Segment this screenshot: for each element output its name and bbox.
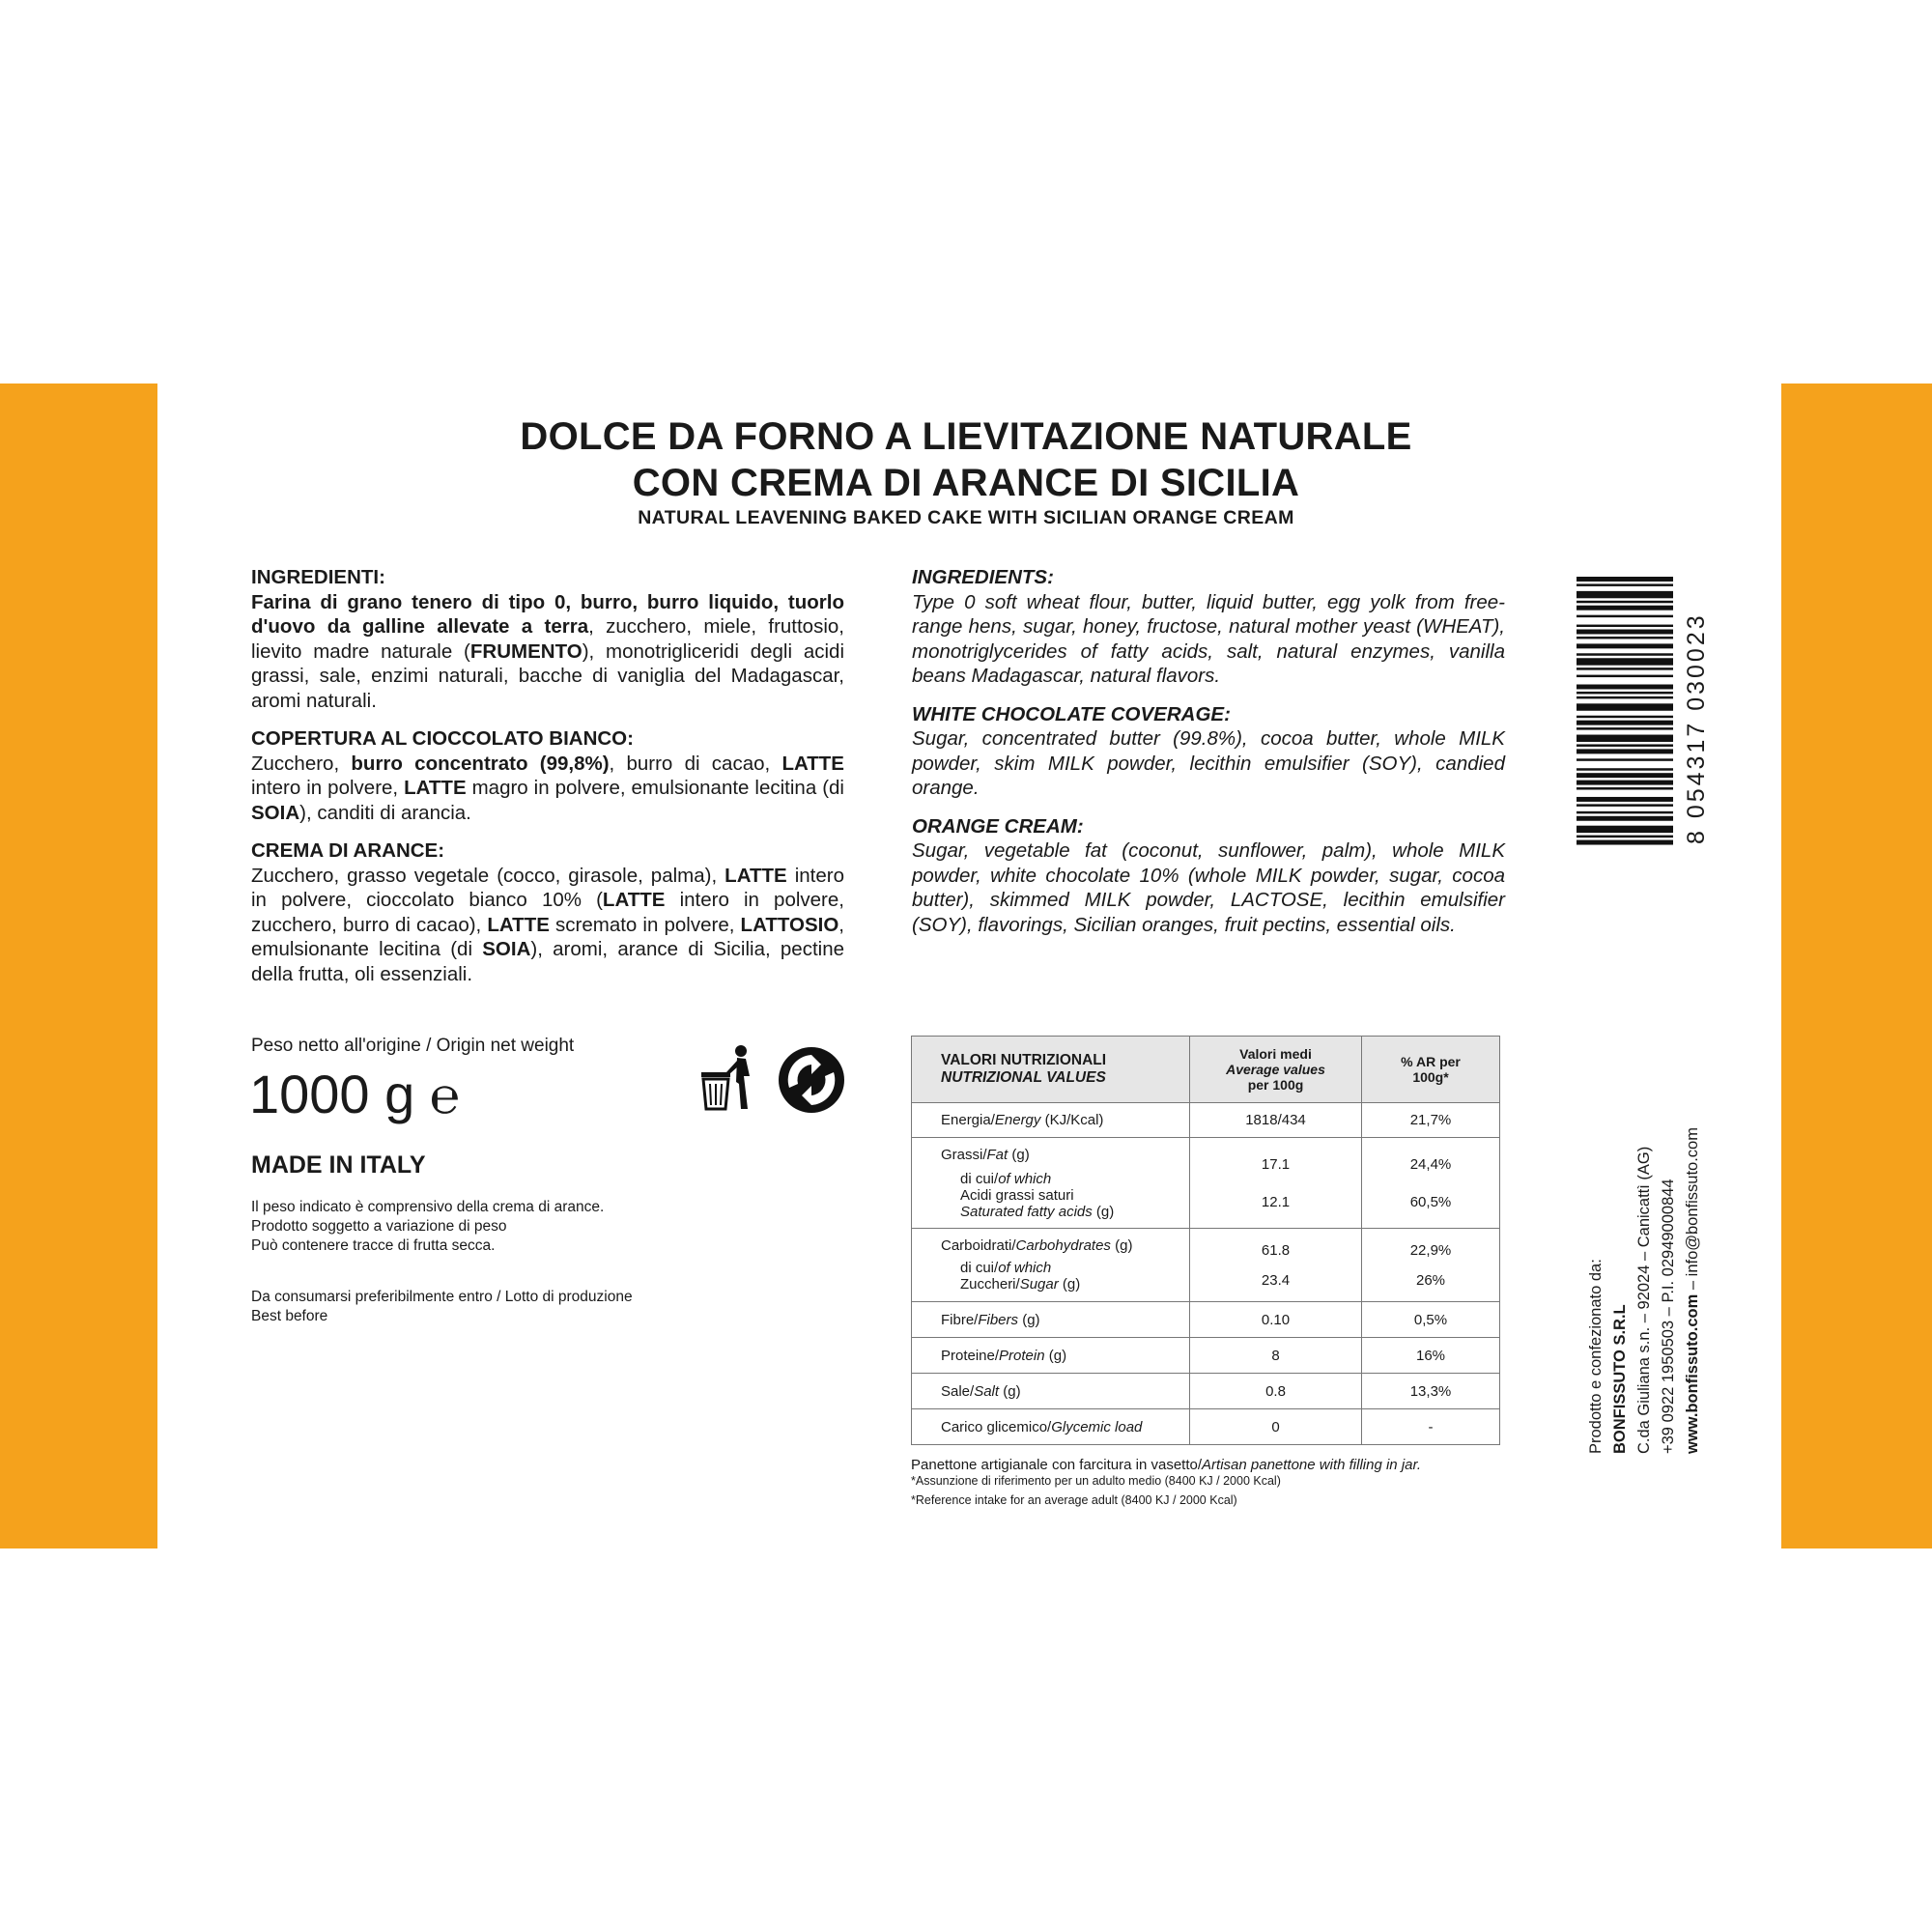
cream-en-title: ORANGE CREAM: — [912, 814, 1084, 838]
left-orange-band — [0, 384, 157, 1548]
nutrition-row-protein: Proteine/Protein (g) 8 16% — [912, 1338, 1500, 1374]
right-orange-band — [1781, 384, 1932, 1548]
ingredients-en-text: Type 0 soft wheat flour, butter, liquid butter, egg yolk from free-range hens, sugar, honey, fructose, natural mother yeast (WHEAT), monotriglycerides of fatty acids, salt, natural enzymes, vanilla beans Madagascar, natural flavors. — [912, 590, 1505, 687]
barcode-bar — [1577, 658, 1673, 665]
barcode-bar — [1577, 668, 1673, 669]
barcode-bar — [1577, 787, 1673, 789]
ingredients-it-title: INGREDIENTI: — [251, 566, 385, 588]
barcode-bar — [1577, 583, 1673, 585]
barcode-bar — [1577, 768, 1673, 770]
estimated-sign: ℮ — [429, 1068, 461, 1124]
nutrition-header-label: VALORI NUTRIZIONALI NUTRIZIONAL VALUES — [912, 1037, 1190, 1103]
barcode-bar — [1577, 637, 1673, 639]
nutrition-header-values: Valori medi Average values per 100g — [1190, 1037, 1362, 1103]
ingredients-en-title: INGREDIENTS: — [912, 566, 1054, 588]
barcode-bar — [1577, 758, 1673, 760]
producer-name: BONFISSUTO S.R.L — [1611, 1304, 1629, 1454]
net-weight — [249, 1063, 460, 1125]
producer-web: www.bonfissuto.com – info@bonfissuto.com — [1684, 1127, 1701, 1454]
ingredients-en — [912, 565, 1505, 937]
producer-line-1: Prodotto e confezionato da: — [1587, 1259, 1605, 1454]
trash-bin-icon — [697, 1043, 753, 1111]
barcode-number: 8 054317 030023 — [1683, 612, 1710, 844]
coverage-en-text: Sugar, concentrated butter (99.8%), cocoa butter, whole MILK powder, skim MILK powder, lecithin emulsifier (SOY), candied orange. — [912, 727, 1505, 799]
barcode-bar — [1577, 716, 1673, 718]
barcode-bar — [1577, 811, 1673, 813]
producer-info — [1584, 1127, 1705, 1454]
ingredients-it-text: Farina di grano tenero di tipo 0, burro, burro liquido, tuorlo d'uovo da galline allevate a terra, zucchero, miele, fruttosio, lievito madre naturale (FRUMENTO), monotrigliceridi degli acidi grassi, sale, enzimi naturali, bacche di vaniglia del Madagascar, aromi naturali. — [251, 590, 844, 712]
nutrition-header-row — [912, 1037, 1500, 1103]
barcode-bar — [1577, 840, 1673, 845]
barcode-bar — [1577, 836, 1673, 838]
nutrition-header-ar: % AR per 100g* — [1362, 1037, 1500, 1103]
nutrition-row-glycemic: Carico glicemico/Glycemic load 0 - — [912, 1409, 1500, 1445]
nutrition-row-salt: Sale/Salt (g) 0.8 13,3% — [912, 1374, 1500, 1409]
title-line-1: DOLCE DA FORNO A LIEVITAZIONE NATURALE — [520, 415, 1412, 458]
barcode-bar — [1577, 816, 1673, 821]
footnote-ar-en: *Reference intake for an average adult (8400 KJ / 2000 Kcal) — [911, 1493, 1237, 1507]
barcode-bar — [1577, 675, 1673, 677]
barcode-bar — [1577, 735, 1673, 742]
footnote-ar-it: *Assunzione di riferimento per un adulto medio (8400 KJ / 2000 Kcal) — [911, 1474, 1281, 1488]
made-in-italy: MADE IN ITALY — [251, 1151, 426, 1179]
barcode-bar — [1577, 601, 1673, 603]
barcode-bar — [1577, 703, 1673, 710]
barcode-bar — [1577, 749, 1673, 753]
coverage-it-text: Zucchero, burro concentrato (99,8%), burro di cacao, LATTE intero in polvere, LATTE magro in polvere, emulsionante lecitina (di SOIA), canditi di arancia. — [251, 752, 844, 824]
barcode-bar — [1577, 630, 1673, 635]
barcode-bar — [1577, 577, 1673, 582]
barcode-bar — [1577, 826, 1673, 833]
barcode-bar — [1577, 727, 1673, 729]
net-weight-label: Peso netto all'origine / Origin net weight — [251, 1036, 575, 1056]
barcode-bar — [1577, 692, 1673, 694]
barcode-bar — [1577, 773, 1673, 778]
barcode-bar — [1577, 625, 1673, 627]
barcode-bar — [1577, 781, 1673, 785]
best-before-line-2: Best before — [251, 1308, 328, 1324]
best-before — [251, 1288, 633, 1326]
barcode-bar — [1577, 643, 1673, 648]
cream-it-text: Zucchero, grasso vegetale (cocco, girasole, palma), LATTE intero in polvere, cioccolato bianco 10% (LATTE intero in polvere, zucchero, burro di cacao), LATTE scremato in polvere, LATTOSIO, emulsionante lecitina (di SOIA), aromi, arance di Sicilia, pectine della frutta, oli essenziali. — [251, 864, 845, 985]
nutrition-row-carbs: Carboidrati/Carbohydrates (g) di cui/of which Zuccheri/Sugar (g) 61.8 23.4 22,9% 26% — [912, 1229, 1500, 1302]
footnote-jar: Panettone artigianale con farcitura in vasetto/Artisan panettone with filling in jar. — [911, 1457, 1422, 1473]
barcode-bar — [1577, 685, 1673, 690]
nutrition-footnotes — [911, 1457, 1421, 1509]
nutrition-table — [911, 1036, 1500, 1445]
producer-phone: +39 0922 1950503 – P.I. 02949000844 — [1660, 1179, 1677, 1454]
barcode-bar — [1577, 721, 1673, 725]
barcode-bar — [1577, 653, 1673, 655]
title-line-2: CON CREMA DI ARANCE DI SICILIA — [632, 462, 1300, 504]
coverage-it-title: COPERTURA AL CIOCCOLATO BIANCO: — [251, 727, 634, 750]
note-line: Prodotto soggetto a variazione di peso — [251, 1218, 507, 1235]
note-line: Può contenere tracce di frutta secca. — [251, 1237, 496, 1254]
barcode-bar — [1577, 606, 1673, 611]
best-before-line-1: Da consumarsi preferibilmente entro / Lotto di produzione — [251, 1289, 633, 1305]
cream-it-title: CREMA DI ARANCE: — [251, 839, 445, 862]
nutrition-row-energy: Energia/Energy (KJ/Kcal) 1818/434 21,7% — [912, 1103, 1500, 1138]
weight-notes — [251, 1198, 604, 1256]
product-title — [0, 413, 1932, 506]
barcode-bar — [1577, 744, 1673, 746]
recycle-green-dot-icon — [777, 1045, 846, 1115]
producer-address: C.da Giuliana s.n. – 92024 – Canicattì (AG) — [1635, 1146, 1653, 1454]
barcode-bar — [1577, 797, 1673, 802]
net-weight-value: 1000 g — [249, 1064, 415, 1124]
barcode-bar — [1577, 591, 1673, 598]
nutrition-row-fibre: Fibre/Fibers (g) 0.10 0,5% — [912, 1302, 1500, 1338]
nutrition-row-fat: Grassi/Fat (g) di cui/of which Acidi grassi saturi Saturated fatty acids (g) 17.1 12.1 24,4% 60,5% — [912, 1138, 1500, 1229]
barcode-bar — [1577, 696, 1673, 698]
note-line: Il peso indicato è comprensivo della crema di arance. — [251, 1199, 605, 1215]
barcode-bar — [1577, 615, 1673, 617]
ingredients-it — [251, 565, 844, 986]
coverage-en-title: WHITE CHOCOLATE COVERAGE: — [912, 702, 1231, 725]
cream-en-text: Sugar, vegetable fat (coconut, sunflower, palm), whole MILK powder, white chocolate 10% (whole MILK powder, sugar, cocoa butter), skimmed MILK powder, LACTOSE, lecithin emulsifier (SOY), flavorings, Sicilian oranges, fruit pectins, essential oils. — [912, 839, 1505, 936]
product-subtitle: NATURAL LEAVENING BAKED CAKE WITH SICILIAN ORANGE CREAM — [638, 507, 1294, 528]
barcode-bar — [1577, 804, 1673, 806]
